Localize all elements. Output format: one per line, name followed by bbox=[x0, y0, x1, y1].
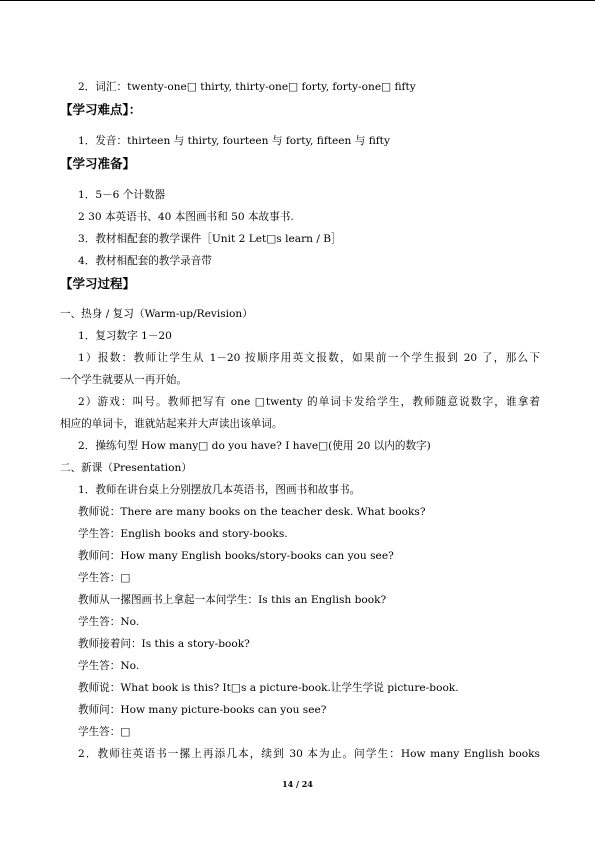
heading-process: 【学习过程】 bbox=[60, 276, 136, 291]
dialogue-line: 学生答：No. bbox=[78, 616, 140, 628]
dialogue-line: 学生答：English books and story-books. bbox=[78, 528, 288, 540]
presentation-item-1: 1．教师在讲台桌上分别摆放几本英语书，图画书和故事书。 bbox=[78, 484, 361, 496]
pronunciation-line: 1．发音：thirteen 与 thirty, fourteen 与 forty, fifteen 与 fifty bbox=[78, 135, 390, 147]
presentation-item-2: 2．教师往英语书一摞上再添几本，续到 30 本为止。问学生：How many English books bbox=[78, 748, 540, 760]
prep-item-2: 2 30 本英语书、40 本图画书和 50 本故事书. bbox=[78, 211, 294, 223]
vocabulary-line: 2．词汇：twenty-one□ thirty, thirty-one□ forty, forty-one□ fifty bbox=[78, 81, 416, 93]
dialogue-line: 学生答：□ bbox=[78, 572, 131, 584]
dialogue-line: 学生答：□ bbox=[78, 726, 131, 738]
prep-item-3: 3．教材相配套的教学课件［Unit 2 Let□s learn / B］ bbox=[78, 233, 342, 245]
warmup-item-1: 1．复习数字 1－20 bbox=[78, 330, 172, 342]
dialogue-line: 教师接着问：Is this a story-book? bbox=[78, 638, 250, 650]
prep-item-1: 1．5－6 个计数器 bbox=[78, 189, 166, 201]
heading-preparation: 【学习准备】 bbox=[60, 156, 136, 171]
warmup-step-2-line-2: 相应的单词卡，谁就站起来并大声读出该单词。 bbox=[60, 418, 283, 430]
dialogue-line: 教师问：How many English books/story-books can you see? bbox=[78, 550, 394, 562]
dialogue-line: 教师说：What book is this? It□s a picture-book.让学生学说 picture-book. bbox=[78, 682, 459, 694]
section-warmup-title: 一、热身 / 复习（Warm-up/Revision） bbox=[60, 308, 253, 320]
dialogue-line: 学生答：No. bbox=[78, 660, 140, 672]
dialogue-line: 教师问：How many picture-books can you see? bbox=[78, 704, 327, 716]
heading-difficulties: 【学习难点】： bbox=[60, 102, 142, 117]
prep-item-4: 4．教材相配套的教学录音带 bbox=[78, 255, 212, 267]
dialogue-line: 教师从一摞图画书上拿起一本问学生：Is this an English book? bbox=[78, 594, 387, 606]
warmup-step-2-line-1: 2）游戏：叫号。教师把写有 one □twenty 的单词卡发给学生，教师随意说数字，谁拿着 bbox=[78, 396, 540, 408]
warmup-item-2: 2．操练句型 How many□ do you have? I have□(使用 20 以内的数字) bbox=[78, 440, 431, 452]
warmup-step-1-line-1: 1）报数：教师让学生从 1－20 按顺序用英文报数，如果前一个学生报到 20 了，那么下 bbox=[78, 352, 540, 364]
warmup-step-1-line-2: 一个学生就要从一再开始。 bbox=[60, 374, 188, 386]
page-number: 14 / 24 bbox=[282, 779, 313, 789]
section-presentation-title: 二、新课（Presentation） bbox=[60, 462, 192, 474]
page-top-rule bbox=[0, 0, 595, 1]
dialogue-line: 教师说：There are many books on the teacher desk. What books? bbox=[78, 506, 426, 518]
